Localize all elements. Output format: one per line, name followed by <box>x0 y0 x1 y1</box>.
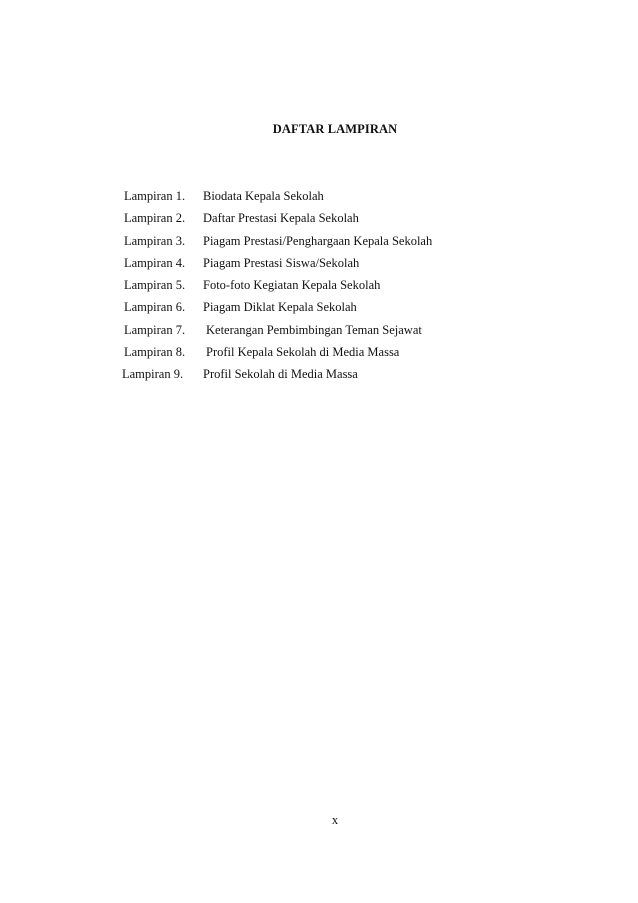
list-item <box>124 300 544 322</box>
appendix-label: Lampiran 6. <box>124 300 186 315</box>
appendix-title: Biodata Kepala Sekolah <box>203 189 324 203</box>
appendix-title: Piagam Prestasi/Penghargaan Kepala Sekolah <box>203 233 433 248</box>
appendix-label: Lampiran 2. <box>124 211 186 226</box>
appendix-label: Lampiran 7. <box>124 322 186 337</box>
appendix-title: Daftar Prestasi Kepala Sekolah <box>203 211 359 226</box>
list-item <box>124 278 544 300</box>
appendix-title: Profil Kepala Sekolah di Media Massa <box>206 345 400 360</box>
list-item <box>124 367 544 389</box>
list-item <box>124 323 544 345</box>
appendix-title: Profil Sekolah di Media Massa <box>203 367 358 382</box>
appendix-label: Lampiran 5. <box>124 278 186 293</box>
list-item <box>124 234 544 256</box>
appendix-title: Keterangan Pembimbingan Teman Sejawat <box>206 322 422 337</box>
list-item <box>124 211 544 233</box>
appendix-label: Lampiran 8. <box>124 345 186 360</box>
appendix-list <box>124 189 544 390</box>
appendix-label: Lampiran 9. <box>122 367 184 382</box>
appendix-title: Piagam Diklat Kepala Sekolah <box>203 300 357 315</box>
appendix-title: Piagam Prestasi Siswa/Sekolah <box>203 255 360 270</box>
list-item <box>124 345 544 367</box>
appendix-label: Lampiran 3. <box>124 233 186 248</box>
list-item <box>124 256 544 278</box>
list-item <box>124 189 544 211</box>
appendix-label: Lampiran 1. <box>124 189 186 203</box>
appendix-label: Lampiran 4. <box>124 255 186 270</box>
appendix-title: Foto-foto Kegiatan Kepala Sekolah <box>203 278 381 293</box>
page-number: x <box>331 813 339 827</box>
page-title: DAFTAR LAMPIRAN <box>272 122 398 136</box>
